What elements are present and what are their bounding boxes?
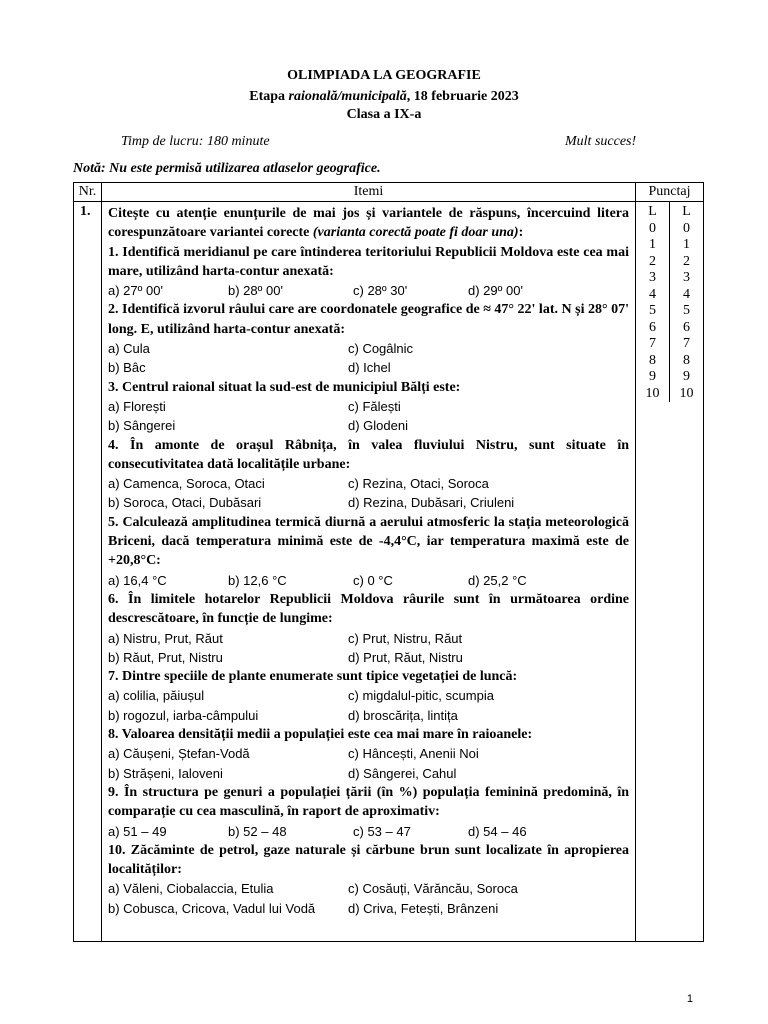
- note: Notă: Nu este permisă utilizarea atlaselor geografice.: [73, 161, 381, 176]
- score-value: 6: [649, 319, 656, 335]
- answer-option[interactable]: d) Prut, Răut, Nistru: [348, 649, 463, 665]
- question-text: 10. Zăcăminte de petrol, gaze naturale și cărbune brun sunt localizate în apropierea localităților:: [108, 842, 629, 878]
- answer-options-row: [108, 744, 629, 763]
- question-text: 8. Valoarea densității medii a populației este cea mai mare în raioanele:: [108, 727, 533, 743]
- answer-option[interactable]: a) Căușeni, Ștefan-Vodă: [108, 746, 250, 762]
- points-cell: [636, 202, 704, 942]
- score-value: 2: [649, 253, 656, 269]
- answer-option[interactable]: a) Văleni, Ciobalaccia, Etulia: [108, 881, 274, 897]
- question-text: 2. Identifică izvorul râului care are coordonatele geografice de ≈ 47° 22' lat. N și 28° 07' long. E, utilizând harta-contur anexată:: [108, 302, 629, 337]
- answer-option[interactable]: a) Cula: [108, 341, 150, 357]
- score-value: 3: [683, 270, 690, 285]
- score-value: 7: [649, 336, 656, 351]
- answer-option[interactable]: d) Criva, Fetești, Brânzeni: [348, 900, 499, 916]
- answer-options-row: [108, 397, 629, 416]
- answer-options-row: [108, 629, 629, 648]
- good-luck: Mult succes!: [565, 134, 637, 149]
- score-value: 0: [683, 220, 690, 236]
- score-value: 1: [649, 237, 656, 252]
- answer-option[interactable]: d) 29º 00': [468, 283, 523, 299]
- score-value: 4: [649, 286, 656, 302]
- answer-option[interactable]: c) Hâncești, Anenii Noi: [348, 746, 479, 762]
- score-value: L: [648, 204, 657, 219]
- score-value: 5: [649, 303, 656, 318]
- answer-option[interactable]: a) Camenca, Soroca, Otaci: [108, 476, 265, 492]
- col-points: Punctaj: [636, 183, 704, 202]
- answer-options-row: [108, 822, 629, 841]
- answer-option[interactable]: c) 53 – 47: [353, 823, 411, 839]
- answer-option[interactable]: c) Cogâlnic: [348, 341, 414, 357]
- question-text: 7. Dintre speciile de plante enumerate sunt tipice vegetației de luncă:: [108, 669, 518, 685]
- answer-option[interactable]: a) 16,4 °C: [108, 572, 167, 588]
- answer-option[interactable]: b) 52 – 48: [228, 823, 287, 839]
- answer-options-row: [108, 879, 629, 898]
- score-value: 9: [649, 369, 656, 384]
- score-value: 1: [683, 237, 690, 252]
- points-column-2: [669, 202, 703, 402]
- items-cell: [102, 202, 636, 942]
- score-value: 5: [683, 303, 690, 318]
- answer-options-row: [108, 339, 629, 358]
- answer-options-row: [108, 706, 629, 725]
- answer-option[interactable]: d) broscărița, lintița: [348, 707, 458, 723]
- table-header-row: [74, 183, 704, 202]
- question-text: 5. Calculează amplitudinea termică diurnă a aerului atmosferic la stația meteorologică Briceni, dacă temperatura minimă este de -4,4°C, iar temperatura maximă este de +20,8°C:: [108, 514, 629, 569]
- time-limit: Timp de lucru: 180 minute: [121, 134, 270, 149]
- answer-option[interactable]: c) Rezina, Otaci, Soroca: [348, 476, 489, 492]
- score-value: 3: [649, 270, 656, 285]
- answer-option[interactable]: b) Răut, Prut, Nistru: [108, 649, 223, 665]
- answer-option[interactable]: d) Glodeni: [348, 418, 408, 434]
- col-items: Itemi: [102, 183, 636, 202]
- answer-option[interactable]: b) Sângerei: [108, 418, 176, 434]
- answer-options-row: [108, 571, 629, 590]
- answer-option[interactable]: b) 12,6 °C: [228, 572, 287, 588]
- answer-options-row: [108, 416, 629, 435]
- answer-option[interactable]: b) Cobusca, Cricova, Vadul lui Vodă: [108, 900, 316, 916]
- answer-options-row: [108, 474, 629, 493]
- answer-options-row: [108, 493, 629, 512]
- answer-option[interactable]: c) Fălești: [348, 398, 401, 414]
- answer-options-row: [108, 281, 629, 300]
- table-row: [74, 202, 704, 942]
- doc-grade: Clasa a IX-a: [346, 107, 422, 122]
- answer-option[interactable]: c) migdalul-pitic, scumpia: [348, 688, 494, 704]
- answer-option[interactable]: b) Soroca, Otaci, Dubăsari: [108, 495, 262, 511]
- col-nr: Nr.: [74, 183, 102, 202]
- doc-stage: Etapa raională/municipală, 18 februarie 2023: [249, 89, 519, 104]
- score-value: 8: [683, 352, 690, 368]
- page-number: 1: [686, 993, 693, 1005]
- score-value: 10: [679, 385, 694, 401]
- answer-option[interactable]: a) colilia, păiușul: [108, 688, 205, 704]
- score-value: 6: [683, 319, 690, 335]
- score-value: L: [682, 204, 691, 219]
- answer-option[interactable]: c) Prut, Nistru, Răut: [348, 630, 463, 646]
- question-text: 1. Identifică meridianul pe care întinderea teritoriului Republicii Moldova este cea mai mare, utilizând harta-contur anexată:: [108, 244, 629, 279]
- answer-options-row: [108, 648, 629, 667]
- answer-option[interactable]: b) 28º 00': [228, 283, 283, 299]
- answer-option[interactable]: d) 25,2 °C: [468, 572, 527, 588]
- answer-option[interactable]: c) 0 °C: [353, 572, 393, 588]
- answer-option[interactable]: b) rogozul, iarba-câmpului: [108, 707, 259, 723]
- answer-options-row: [108, 686, 629, 705]
- question-text: 3. Centrul raional situat la sud-est de municipiul Bălți este:: [108, 379, 461, 395]
- answer-option[interactable]: a) Nistru, Prut, Răut: [108, 630, 223, 646]
- doc-title: OLIMPIADA LA GEOGRAFIE: [287, 68, 481, 83]
- score-value: 10: [645, 385, 660, 401]
- question-text: 4. În amonte de orașul Râbnița, în valea fluviului Nistru, sunt situate în consecutivitatea dată localitățile urbane:: [108, 437, 629, 472]
- instructions: Citește cu atenție enunțurile de mai jos și variantele de răspuns, încercuind litera corespunzătoare variantei corecte (varianta corectă poate fi doar una):: [108, 206, 629, 241]
- answer-options-row: [108, 899, 629, 918]
- score-value: 4: [683, 286, 690, 302]
- answer-option[interactable]: d) Sângerei, Cahul: [348, 765, 457, 781]
- score-value: 7: [683, 336, 690, 351]
- score-value: 8: [649, 352, 656, 368]
- answer-option[interactable]: d) 54 – 46: [468, 823, 527, 839]
- answer-options-row: [108, 358, 629, 377]
- answer-option[interactable]: d) Ichel: [348, 360, 391, 376]
- points-column-1: [636, 202, 669, 402]
- exam-table: [73, 182, 704, 942]
- question-text: 9. În structura pe genuri a populației țării (în %) populația feminină predomină, în comparație cu cea masculină, în raport de aproximativ:: [108, 784, 629, 820]
- score-value: 9: [683, 369, 690, 384]
- question-text: 6. În limitele hotarelor Republicii Moldova râurile sunt în următoarea ordine descrescătoare, în funcție de lungime:: [108, 591, 629, 627]
- question-list: [108, 243, 629, 918]
- answer-option[interactable]: a) Florești: [108, 398, 166, 414]
- answer-option[interactable]: b) Bâc: [108, 360, 146, 376]
- answer-option[interactable]: c) Cosăuți, Vărăncău, Soroca: [348, 881, 518, 897]
- answer-options-row: [108, 764, 629, 783]
- answer-option[interactable]: c) 28º 30': [353, 283, 408, 299]
- row-number: 1.: [74, 202, 102, 942]
- score-value: 0: [649, 220, 656, 236]
- answer-option[interactable]: a) 51 – 49: [108, 823, 167, 839]
- score-value: 2: [683, 253, 690, 269]
- answer-option[interactable]: a) 27º 00': [108, 283, 163, 299]
- answer-option[interactable]: b) Strășeni, Ialoveni: [108, 765, 223, 781]
- answer-option[interactable]: d) Rezina, Dubăsari, Criuleni: [348, 495, 515, 511]
